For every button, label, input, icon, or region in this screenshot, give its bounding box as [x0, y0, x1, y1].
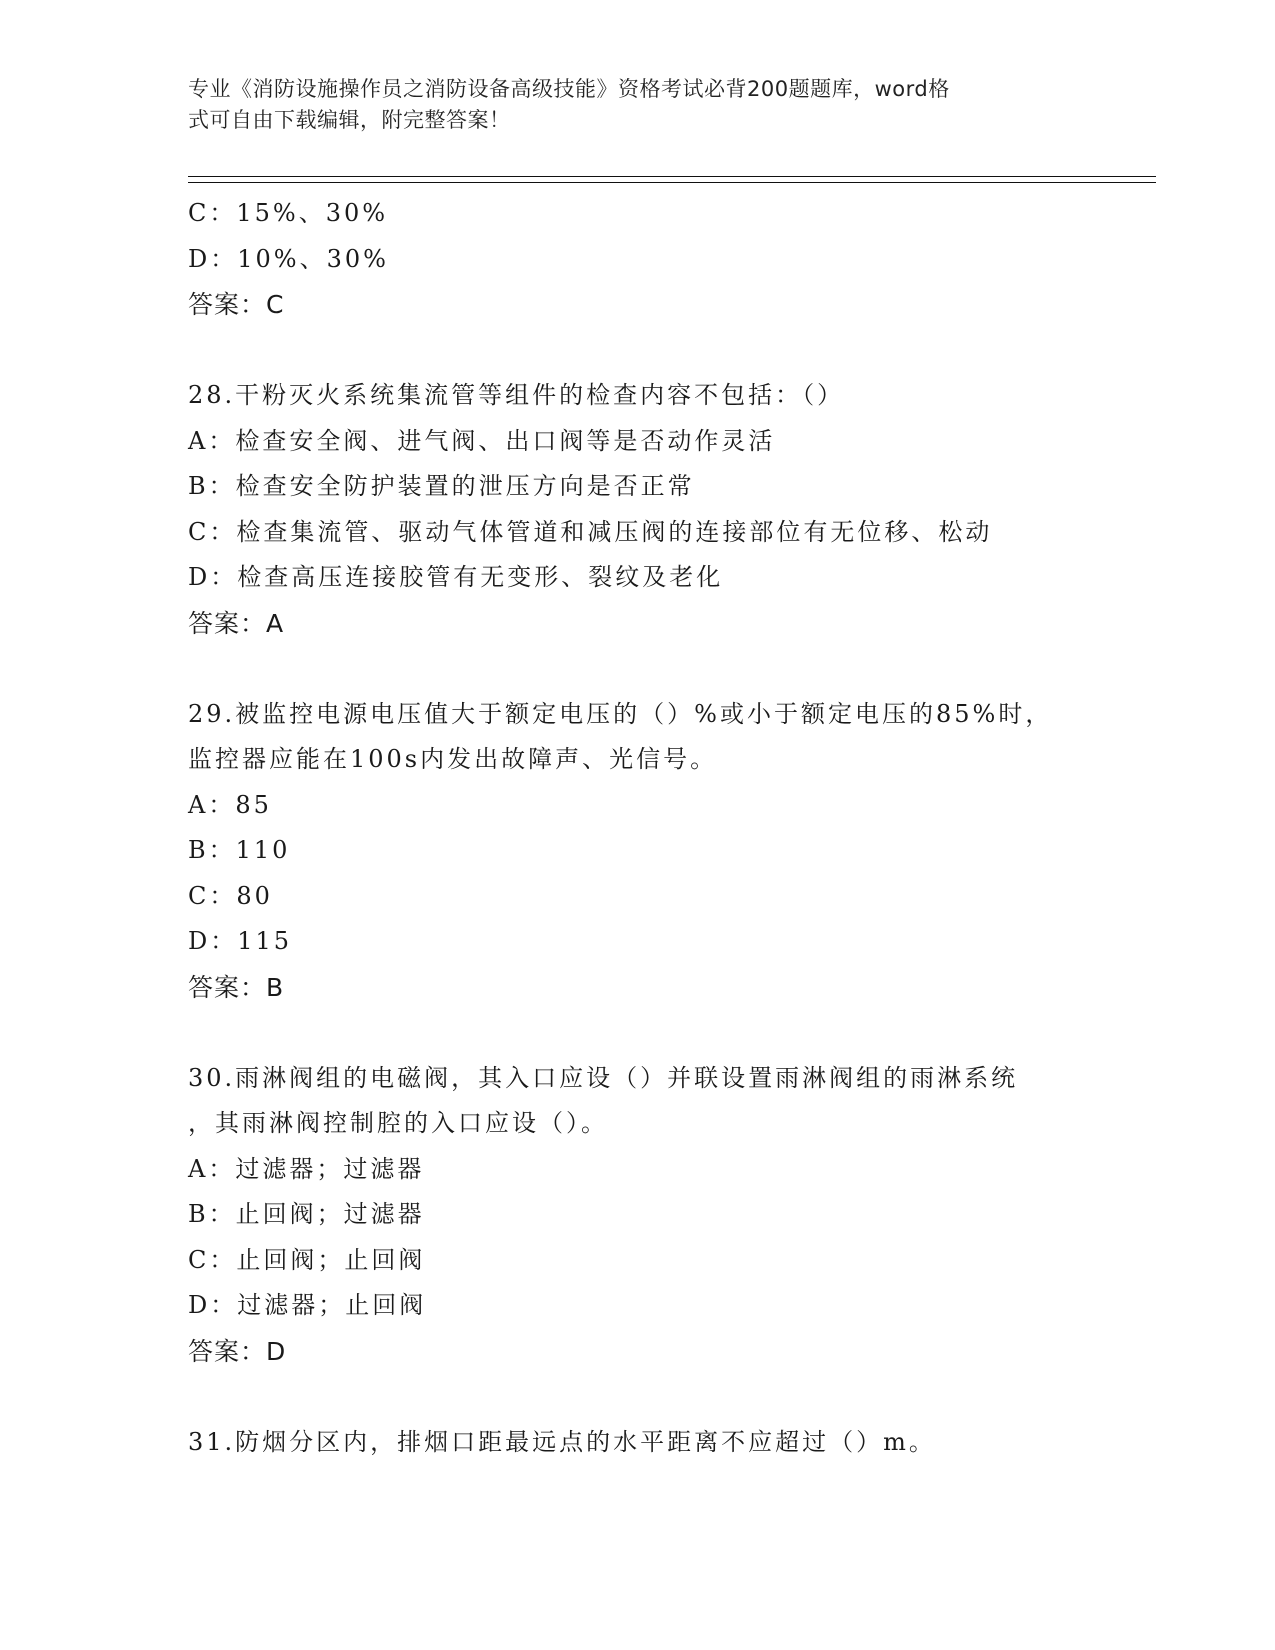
- option-a: A：85: [188, 790, 272, 819]
- option-b: B：检查安全防护装置的泄压方向是否正常: [188, 472, 695, 500]
- question-stem-continued: 监控器应能在100s内发出故障声、光信号。: [188, 745, 718, 773]
- option-d: D：过滤器；止回阀: [188, 1291, 427, 1319]
- question-27-tail: [188, 191, 1148, 328]
- option-c: C：80: [188, 881, 273, 910]
- header-line-1: 专业《消防设施操作员之消防设备高级技能》资格考试必背200题题库，word格: [188, 77, 950, 101]
- spacer: [188, 1010, 1148, 1056]
- option-c: C：15%、30%: [188, 199, 389, 227]
- answer-line: 答案：D: [188, 1336, 287, 1366]
- spacer: [188, 1374, 1148, 1420]
- page-header: [188, 74, 1088, 136]
- option-d: D：检查高压连接胶管有无变形、裂纹及老化: [188, 563, 724, 591]
- header-divider-top: [188, 176, 1156, 177]
- question-stem-continued: ，其雨淋阀控制腔的入口应设（）。: [188, 1109, 608, 1137]
- question-stem: 28.干粉灭火系统集流管等组件的检查内容不包括：（）: [188, 381, 845, 409]
- question-30: [188, 1056, 1148, 1375]
- answer-line: 答案：C: [188, 290, 285, 319]
- option-b: B：止回阀；过滤器: [188, 1200, 425, 1228]
- option-c: C：止回阀；止回阀: [188, 1245, 426, 1274]
- question-29: [188, 692, 1148, 1011]
- question-content: [188, 191, 1148, 1465]
- option-a: A：过滤器；过滤器: [188, 1154, 425, 1183]
- answer-line: 答案：A: [188, 608, 285, 638]
- option-b: B：110: [188, 836, 291, 864]
- option-d: D：10%、30%: [188, 244, 389, 273]
- header-divider-bottom: [188, 182, 1156, 183]
- option-d: D：115: [188, 927, 293, 955]
- header-line-2: 式可自由下载编辑，附完整答案！: [188, 108, 511, 132]
- answer-line: 答案：B: [188, 972, 285, 1002]
- question-stem: 29.被监控电源电压值大于额定电压的（）%或小于额定电压的85%时，: [188, 699, 1053, 728]
- spacer: [188, 328, 1148, 374]
- option-c: C：检查集流管、驱动气体管道和减压阀的连接部位有无位移、松动: [188, 517, 993, 546]
- question-stem: 31.防烟分区内，排烟口距最远点的水平距离不应超过（）m。: [188, 1427, 936, 1456]
- question-28: [188, 373, 1148, 646]
- question-stem: 30.雨淋阀组的电磁阀，其入口应设（）并联设置雨淋阀组的雨淋系统: [188, 1063, 1019, 1092]
- spacer: [188, 646, 1148, 692]
- option-a: A：检查安全阀、进气阀、出口阀等是否动作灵活: [188, 426, 776, 455]
- question-31: [188, 1420, 1148, 1466]
